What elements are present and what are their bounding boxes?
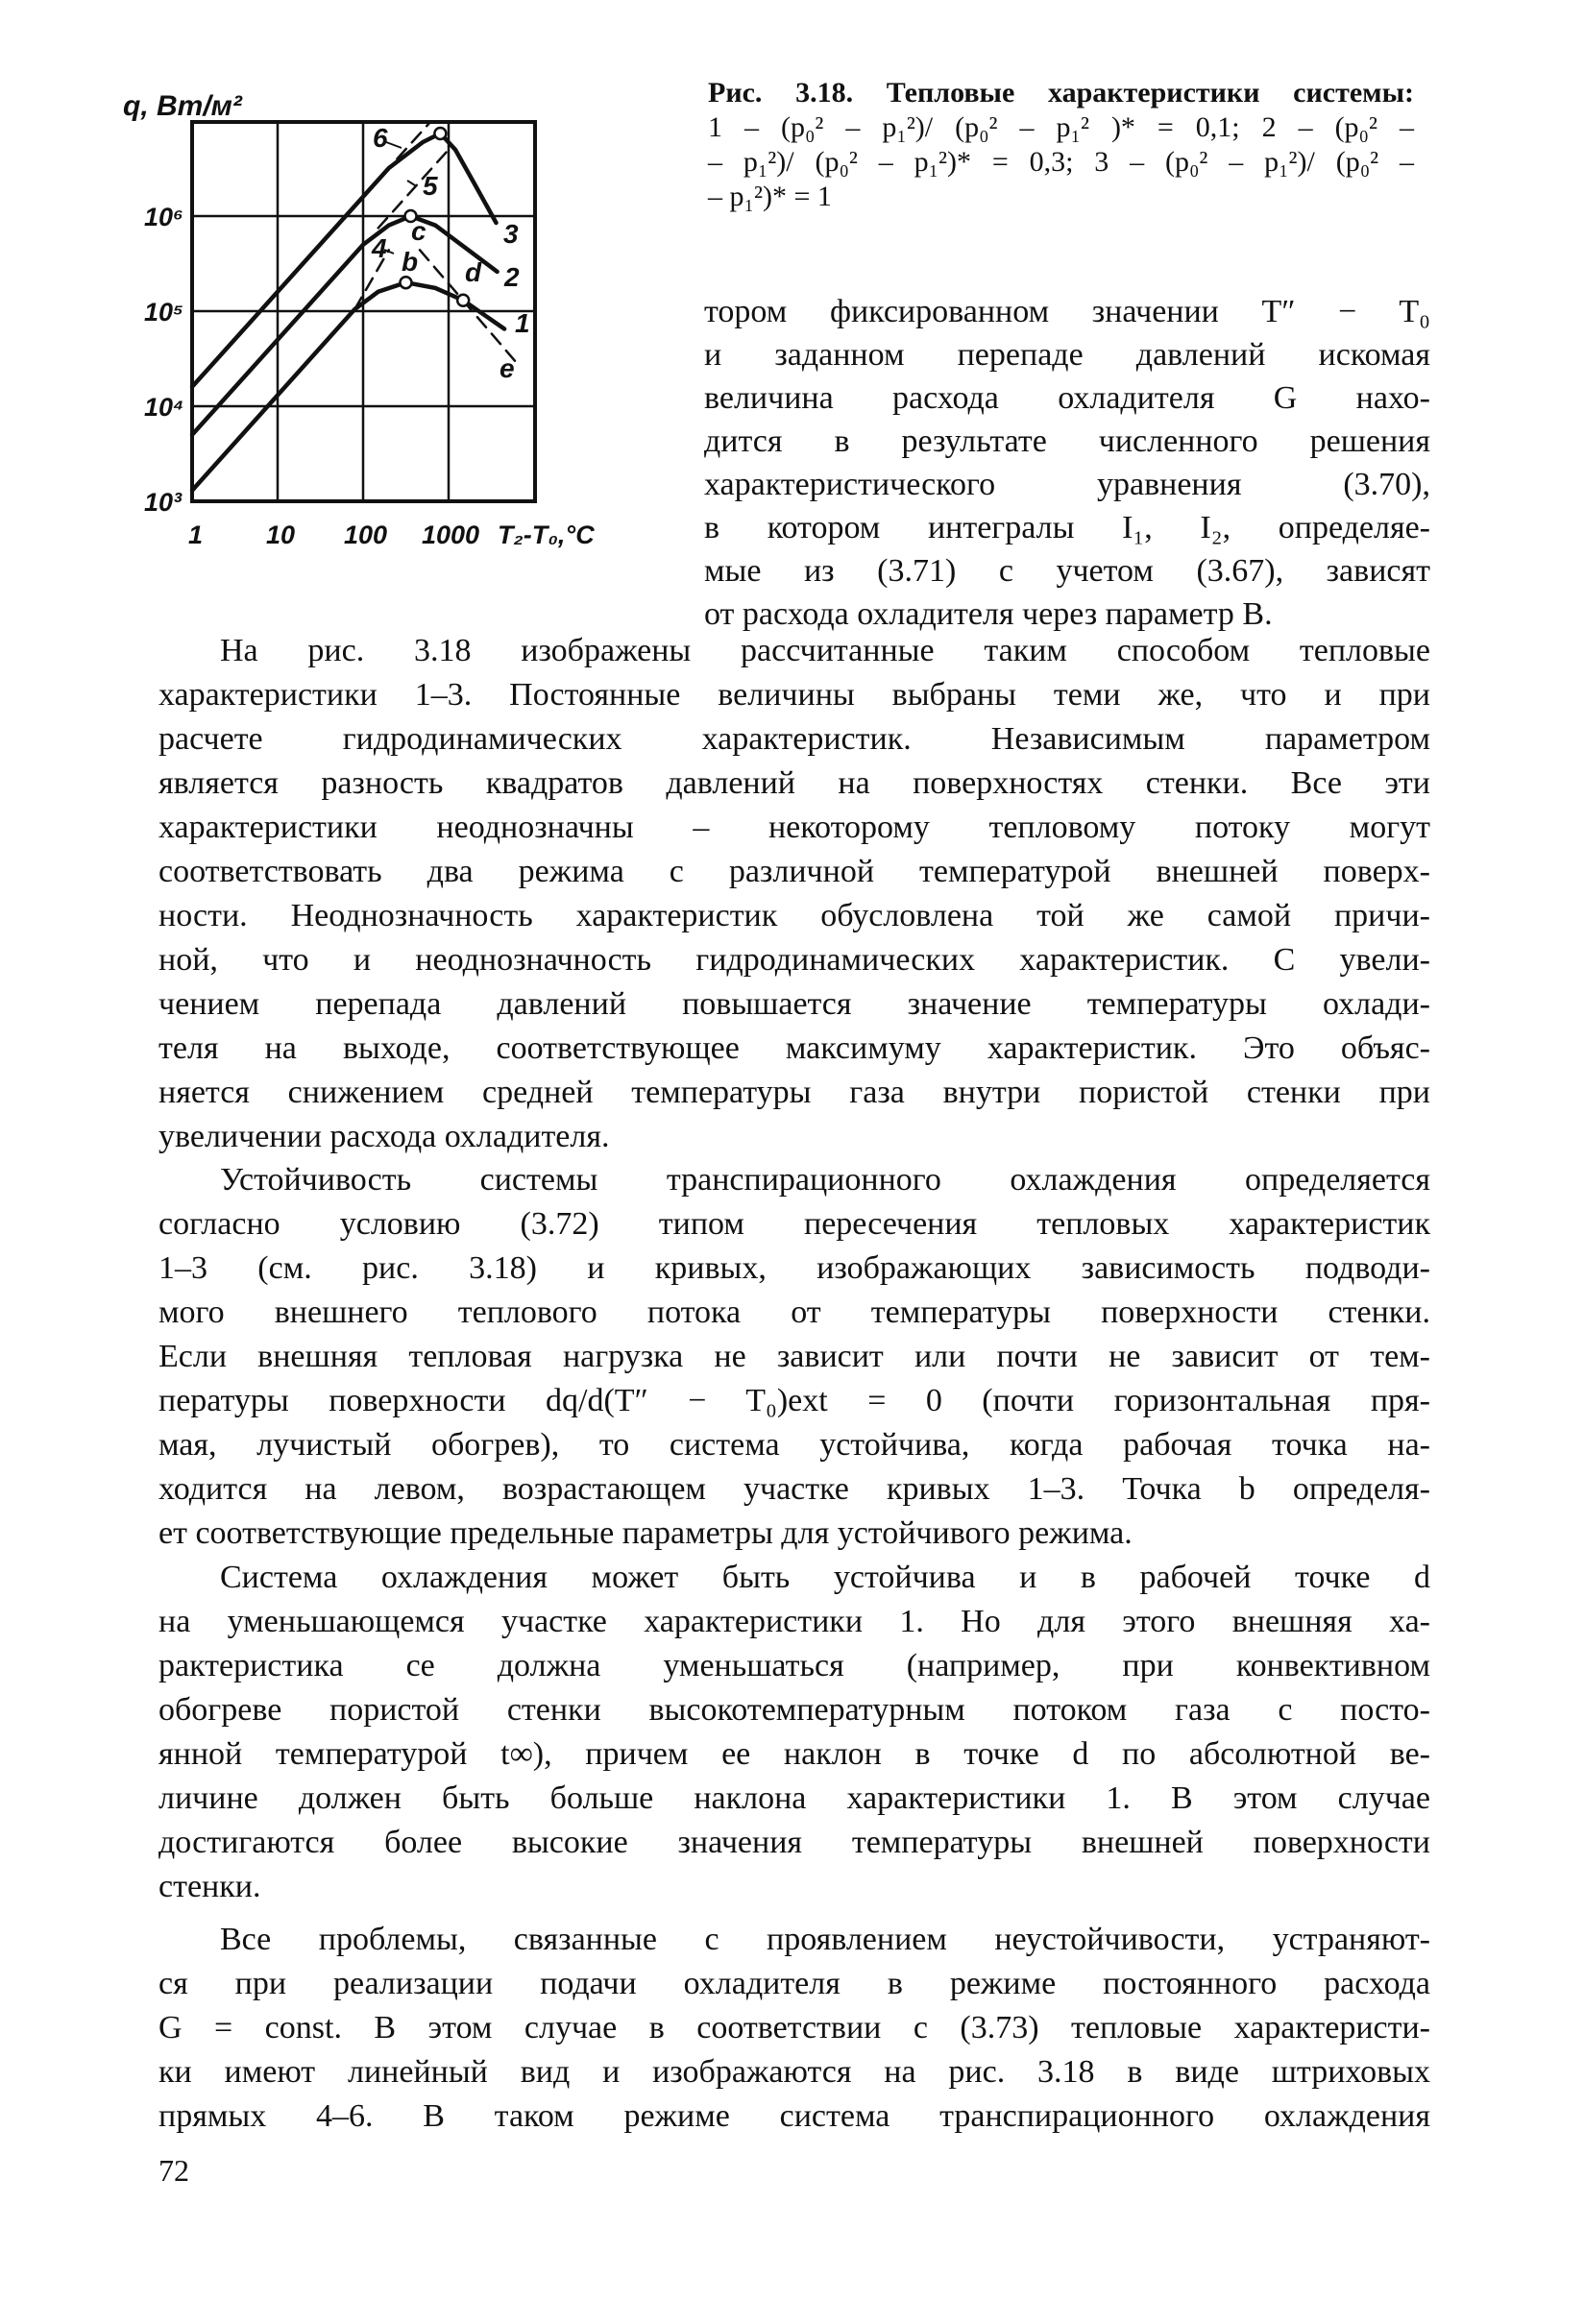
y-axis-label: q, Вт/м² — [123, 90, 242, 122]
paragraph-3-line: янной температурой t∞), причем ее наклон в точке d по абсолютной ве- — [158, 1736, 1430, 1772]
paragraph-3-line: стенки. — [158, 1869, 261, 1904]
figure-3-18-chart — [0, 0, 692, 595]
series-1-line — [192, 282, 504, 491]
series-2-line — [192, 216, 498, 435]
curve-label-c: c — [411, 216, 426, 246]
y-tick-label: 10⁵ — [144, 298, 184, 327]
marker-b — [400, 277, 411, 288]
curve-label-3: 3 — [503, 219, 519, 249]
curve-label-d: d — [465, 257, 482, 287]
paragraph-1-line: является разность квадратов давлений на поверхностях стенки. Все эти — [158, 765, 1430, 801]
curve-label-6: 6 — [373, 123, 388, 153]
paragraph-3-line: на уменьшающемся участке характеристики 1. Но для этого внешняя ха- — [158, 1604, 1430, 1639]
leader-line — [386, 142, 402, 148]
paragraph-2-line: Если внешняя тепловая нагрузка не зависит или почти не зависит от тем- — [158, 1339, 1430, 1374]
paragraph-1-line: На рис. 3.18 изображены рассчитанные таким способом тепловые — [220, 633, 1430, 668]
paragraph-1-line: увеличении расхода охладителя. — [158, 1119, 610, 1154]
paragraph-1-line: соответствовать два режима с различной температурой внешней поверх- — [158, 854, 1430, 889]
side-text-line: тором фиксированном значении T″ − T₀ — [704, 294, 1430, 329]
y-tick-label: 10³ — [144, 488, 183, 517]
x-tick-label: 1000 — [422, 520, 480, 549]
paragraph-3-line: рактеристика ce должна уменьшаться (например, при конвективном — [158, 1648, 1430, 1683]
side-text-line: дится в результате численного решения — [704, 424, 1430, 459]
x-tick-label: 100 — [344, 520, 388, 549]
paragraph-1-line: теля на выходе, соответствующее максимуму характеристик. Это объяс- — [158, 1030, 1430, 1066]
figure-caption-line: 1 – (p₀² – p₁²)/ (p₀² – p₁² )* = 0,1; 2 – (p₀² – — [708, 111, 1414, 143]
curve-label-e: e — [500, 353, 515, 383]
side-text-line: величина расхода охладителя G нахо- — [704, 380, 1430, 416]
marker-d — [457, 295, 469, 306]
paragraph-3-line: Система охлаждения может быть устойчива и в рабочей точке d — [220, 1560, 1430, 1595]
paragraph-4-line: прямых 4–6. В таком режиме система транспирационного охлаждения — [158, 2098, 1430, 2134]
paragraph-2-line: ет соответствующие предельные параметры для устойчивого режима. — [158, 1515, 1133, 1551]
curve-label-4: 4 — [372, 233, 387, 263]
side-text-line: мые из (3.71) с учетом (3.67), зависят — [704, 553, 1430, 589]
y-tick-label: 10⁴ — [144, 393, 184, 422]
paragraph-2-line: мого внешнего теплового потока от температуры поверхности стенки. — [158, 1295, 1430, 1330]
side-text-line: в котором интегралы I₁, I₂, определяе- — [704, 510, 1430, 545]
paragraph-2-line: согласно условию (3.72) типом пересечения тепловых характеристик — [158, 1206, 1430, 1242]
side-text-line: от расхода охладителя через параметр B. — [704, 596, 1273, 632]
side-text-line: характеристического уравнения (3.70), — [704, 467, 1430, 502]
x-tick-label: 10 — [266, 520, 296, 549]
x-tick-label: 1 — [188, 520, 204, 549]
paragraph-3-line: достигаются более высокие значения температуры внешней поверхности — [158, 1825, 1430, 1860]
paragraph-1-line: расчете гидродинамических характеристик. Независимым параметром — [158, 721, 1430, 757]
series-3-line — [192, 133, 497, 387]
paragraph-3-line: обогреве пористой стенки высокотемпературным потоком газа с посто- — [158, 1692, 1430, 1728]
paragraph-1-line: ности. Неоднозначность характеристик обусловлена той же самой причи- — [158, 898, 1430, 933]
paragraph-1-line: ной, что и неоднозначность гидродинамических характеристик. С увели- — [158, 942, 1430, 978]
y-tick-label: 10⁶ — [144, 203, 183, 231]
figure-caption-line: – p₁²)* = 1 — [708, 181, 832, 212]
chart-curves — [192, 123, 519, 491]
leader-line — [407, 181, 415, 185]
paragraph-4-line: G = const. В этом случае в соответствии с (3.73) тепловые характеристи- — [158, 2010, 1430, 2046]
paragraph-1-line: чением перепада давлений повышается значение температуры охлади- — [158, 986, 1430, 1022]
curve-label-2: 2 — [504, 262, 520, 292]
paragraph-3-line: личине должен быть больше наклона характеристики 1. В этом случае — [158, 1780, 1430, 1816]
paragraph-1-line: характеристики 1–3. Постоянные величины выбраны теми же, что и при — [158, 677, 1430, 713]
paragraph-1-line: характеристики неоднозначны – некоторому тепловому потоку могут — [158, 810, 1430, 845]
paragraph-2-line: ходится на левом, возрастающем участке кривых 1–3. Точка b определя- — [158, 1471, 1430, 1507]
paragraph-2-line: 1–3 (см. рис. 3.18) и кривых, изображающих зависимость подводи- — [158, 1250, 1430, 1286]
side-text-line: и заданном перепаде давлений искомая — [704, 337, 1430, 373]
paragraph-4-line: Все проблемы, связанные с проявлением неустойчивости, устраняют- — [220, 1922, 1430, 1957]
figure-caption-line: Рис. 3.18. Тепловые характеристики системы: — [708, 77, 1414, 109]
paragraph-2-line: мая, лучистый обогрев), то система устойчива, когда рабочая точка на- — [158, 1427, 1430, 1463]
chart-grid — [192, 122, 535, 501]
paragraph-2-line: Устойчивость системы транспирационного охлаждения определяется — [220, 1162, 1430, 1198]
paragraph-2-line: пературы поверхности dq/d(T″ − T₀)ext = 0 (почти горизонтальная пря- — [158, 1383, 1430, 1418]
paragraph-1-line: няется снижением средней температуры газа внутри пористой стенки при — [158, 1075, 1430, 1110]
paragraph-4-line: ся при реализации подачи охладителя в режиме постоянного расхода — [158, 1966, 1430, 2001]
page-number: 72 — [158, 2153, 189, 2188]
x-axis-label: T₂-T₀,°C — [498, 520, 595, 549]
marker-peak-3 — [434, 128, 446, 139]
curve-label-5: 5 — [423, 171, 438, 201]
figure-caption-line: – p₁²)/ (p₀² – p₁²)* = 0,3; 3 – (p₀² – p₁²)/ (p₀² – — [708, 146, 1414, 178]
paragraph-4-line: ки имеют линейный вид и изображаются на рис. 3.18 в виде штриховых — [158, 2054, 1430, 2090]
curve-label-1: 1 — [515, 308, 530, 338]
curve-label-b: b — [402, 247, 419, 277]
